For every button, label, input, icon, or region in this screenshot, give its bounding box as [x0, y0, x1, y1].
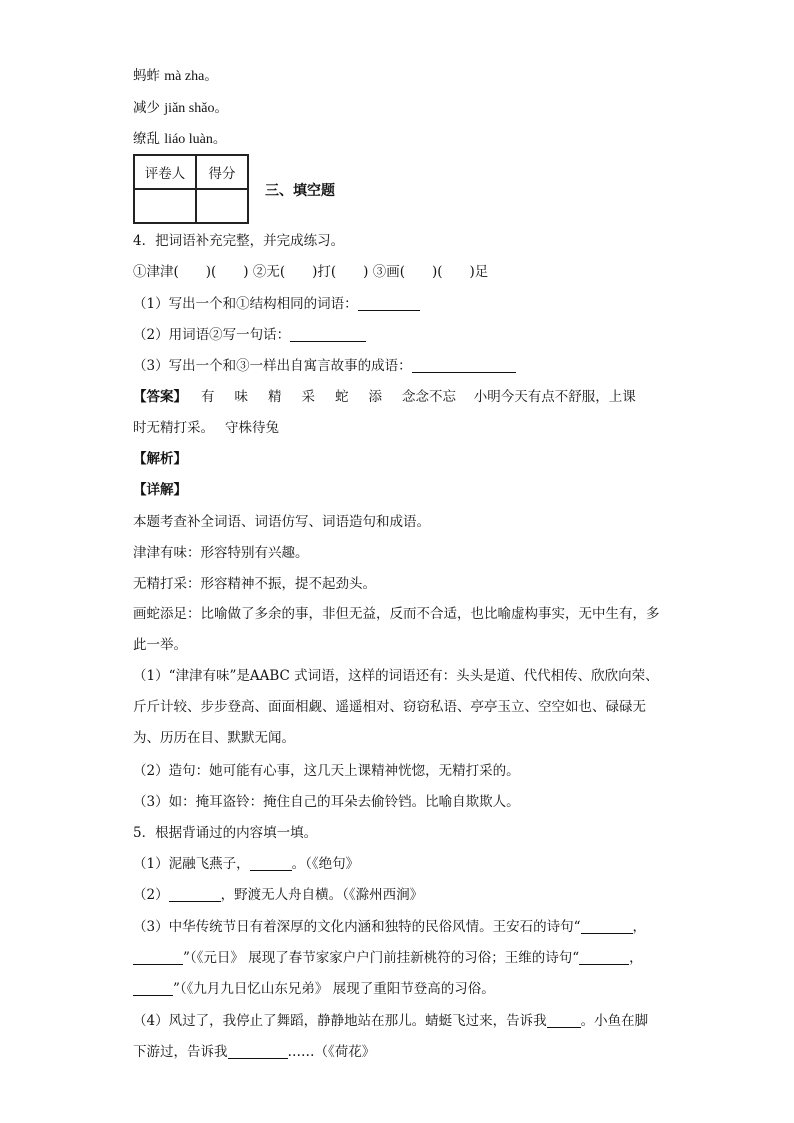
detail-para-6: （2）造句：她可能有心事，这几天上课精神恍惚，无精打采的。 [133, 763, 520, 779]
q5-text: （2） [133, 887, 169, 903]
q4-sub1 [133, 294, 673, 314]
q5-sub1 [133, 854, 673, 874]
answer-blank [133, 981, 173, 996]
q5-sub4-line2 [133, 1042, 673, 1062]
q4-blanks: ①津津( )( ) ②无( )打( ) ③画( )( )足 [133, 264, 489, 280]
q4-answer-line-2: 时无精打采。 守株待兔 [133, 420, 280, 436]
vocab-line-2 [133, 98, 673, 118]
q5-text: （3）中华传统节日有着深厚的文化内涵和独特的民俗风情。王安石的诗句“ [133, 919, 581, 935]
detail-para-1: 本题考查补全词语、词语仿写、词语造句和成语。 [133, 514, 430, 530]
q5-stem: 5．根据背诵过的内容填一填。 [133, 825, 318, 841]
answer-blank [133, 950, 183, 965]
q5-text: ……（《荷花》 [287, 1044, 376, 1060]
q5-sub4-line1 [133, 1011, 673, 1031]
answer-blank [358, 296, 420, 311]
vocab-pinyin: liáo luàn [164, 132, 213, 147]
q5-text: 。（《绝句》 [291, 856, 360, 872]
detail-para-7: （3）如：掩耳盗铃：掩住自己的耳朵去偷铃铛。比喻自欺欺人。 [133, 794, 520, 810]
answer-blank [579, 950, 629, 965]
answer-word: 蛇 [335, 389, 349, 405]
answer-blank [228, 1044, 288, 1059]
answer-label: 【答案】 [133, 389, 187, 405]
q4-sub2-text: （2）用词语②写一句话： [133, 327, 291, 343]
detail-label: 【详解】 [133, 482, 187, 498]
q5-text: （1）泥融飞燕子， [133, 856, 250, 872]
q4-stem: 4．把词语补充完整，并完成练习。 [133, 233, 345, 249]
vocab-pinyin: jiǎn shǎo [164, 101, 215, 116]
answer-blank [290, 327, 366, 342]
grader-header: 评卷人 [134, 155, 196, 189]
vocab-end: 。 [212, 131, 227, 147]
score-header: 得分 [196, 155, 248, 189]
answer-blank [169, 887, 221, 902]
answer-word: 采 [301, 389, 315, 405]
vocab-line-1 [133, 66, 673, 86]
q4-answer-line [133, 387, 673, 407]
vocab-end: 。 [214, 100, 228, 116]
answer-word: 有 [201, 389, 215, 405]
score-cell [196, 189, 248, 223]
answer-word: 味 [234, 389, 248, 405]
q4-sub1-text: （1）写出一个和①结构相同的词语： [133, 296, 358, 312]
q4-sub3-text: （3）写出一个和③一样出自寓言故事的成语： [133, 358, 412, 374]
q5-text: ”（《九月九日忆山东兄弟》 展现了重阳节登高的习俗。 [173, 981, 495, 997]
q5-sub3-line1 [133, 917, 673, 937]
vocab-word: 减少 [133, 100, 160, 116]
answer-blank [412, 358, 516, 373]
q5-text: ， [629, 950, 643, 966]
detail-para-5: （1）“津津有味”是AABC 式词语，这样的词语还有：头头是道、代代相传、欣欣向荣、斤斤计较、步步登高、面面相觑、遥遥相对、窃窃私语、亭亭玉立、空空如也、碌碌无为、历历在目、默默无闻。 [133, 668, 659, 746]
vocab-word: 缭乱 [133, 131, 160, 147]
q5-text: ，野渡无人舟自横。（《滁州西涧》 [220, 887, 424, 903]
vocab-pinyin: mà zha [164, 69, 205, 84]
q5-text: ”（《元日》 展现了春节家家户户门前挂新桃符的习俗；王维的诗句“ [183, 950, 580, 966]
answer-blank [581, 919, 633, 934]
vocab-line-3 [133, 129, 673, 149]
score-table [133, 154, 249, 224]
q4-sub3 [133, 356, 673, 376]
detail-para-4: 画蛇添足：比喻做了多余的事，非但无益，反而不合适，也比喻虚构事实，无中生有，多此一举。 [133, 606, 660, 653]
detail-para-2: 津津有味：形容特别有兴趣。 [133, 545, 309, 561]
q4-sub2 [133, 325, 673, 345]
q5-sub2 [133, 885, 673, 905]
answer-word: 添 [368, 389, 382, 405]
q5-sub3-line2 [133, 948, 673, 968]
answer-tail: 念念不忘 小明今天有点不舒服，上课 [402, 389, 636, 405]
section-title: 三、填空题 [265, 183, 335, 199]
q5-sub3-line3 [133, 979, 673, 999]
analysis-label: 【解析】 [133, 451, 187, 467]
grader-cell [134, 189, 196, 223]
answer-word: 精 [268, 389, 282, 405]
q5-text: ， [632, 919, 646, 935]
answer-blank [547, 1013, 581, 1028]
q5-text: 。小鱼在脚 [580, 1013, 649, 1029]
q5-text: 下游过，告诉我 [133, 1044, 228, 1060]
q5-text: （4）风过了，我停止了舞蹈，静静地站在那儿。蜻蜓飞过来，告诉我 [133, 1013, 547, 1029]
answer-blank [250, 856, 292, 871]
detail-para-3: 无精打采：形容精神不振，提不起劲头。 [133, 576, 376, 592]
vocab-end: 。 [204, 68, 218, 84]
vocab-word: 蚂蚱 [133, 68, 160, 84]
